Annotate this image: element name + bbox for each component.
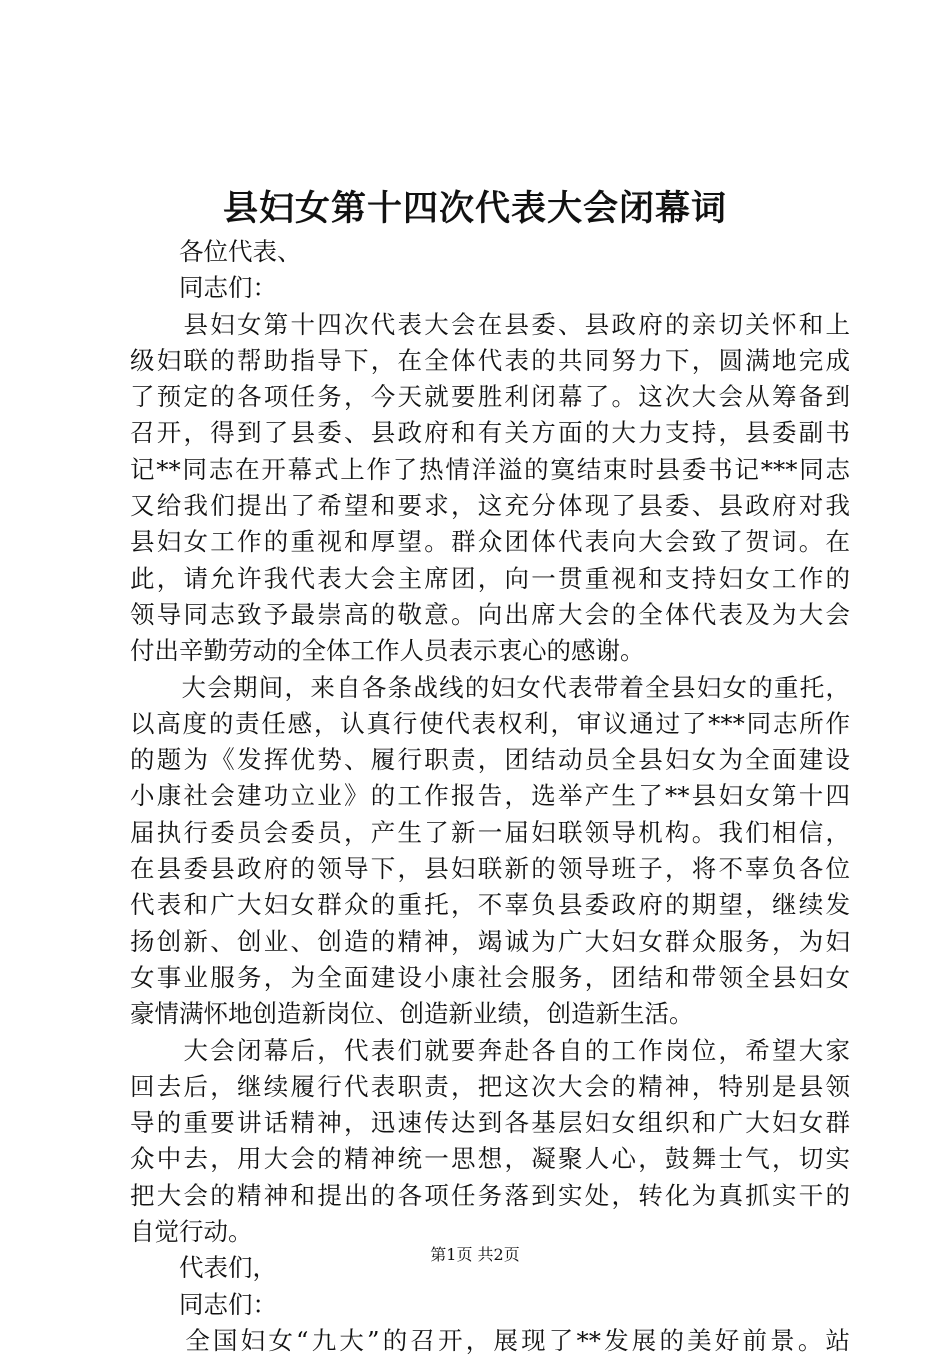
body-line: 了预定的各项任务，今天就要胜利闭幕了。这次大会从筹备到 bbox=[130, 382, 850, 412]
body-line: 自觉行动。 bbox=[130, 1217, 253, 1247]
body-line: 在县委县政府的领导下，县妇联新的领导班子，将不辜负各位 bbox=[130, 854, 850, 884]
body-line: 回去后，继续履行代表职责，把这次大会的精神，特别是县领 bbox=[130, 1071, 850, 1101]
body-line: 大会期间，来自各条战线的妇女代表带着全县妇女的重托， bbox=[130, 672, 850, 702]
body-line: 代表和广大妇女群众的重托，不辜负县委政府的期望，继续发 bbox=[130, 890, 850, 920]
body-line: 记**同志在开幕式上作了热情洋溢的寞结束时县委书记***同志 bbox=[130, 454, 850, 484]
page-footer: 第1页 共2页 bbox=[430, 1245, 520, 1264]
body-line: 领导同志致予最崇高的敬意。向出席大会的全体代表及为大会 bbox=[130, 599, 850, 629]
body-line: 的题为《发挥优势、履行职责，团结动员全县妇女为全面建设 bbox=[130, 745, 850, 775]
body-line: 全国妇女“九大”的召开，展现了**发展的美好前景。站 bbox=[130, 1325, 850, 1355]
body-line: 又给我们提出了希望和要求，这充分体现了县委、县政府对我 bbox=[130, 491, 850, 521]
body-line: 扬创新、创业、创造的精神，竭诚为广大妇女群众服务，为妇 bbox=[130, 926, 850, 956]
body-line: 代表们， bbox=[130, 1253, 277, 1283]
body-line: 众中去，用大会的精神统一思想，凝聚人心，鼓舞士气，切实 bbox=[130, 1144, 850, 1174]
body-line: 女事业服务，为全面建设小康社会服务，团结和带领全县妇女 bbox=[130, 962, 850, 992]
body-line: 各位代表、 bbox=[130, 237, 302, 266]
body-line: 级妇联的帮助指导下，在全体代表的共同努力下，圆满地完成 bbox=[130, 345, 850, 375]
body-line: 豪情满怀地创造新岗位、创造新业绩，创造新生活。 bbox=[130, 999, 694, 1029]
body-line: 把大会的精神和提出的各项任务落到实处，转化为真抓实干的 bbox=[130, 1180, 850, 1210]
body-line: 导的重要讲话精神，迅速传达到各基层妇女组织和广大妇女群 bbox=[130, 1108, 850, 1138]
body-line: 小康社会建功立业》的工作报告，选举产生了**县妇女第十四 bbox=[130, 781, 850, 811]
body-line: 此，请允许我代表大会主席团，向一贯重视和支持妇女工作的 bbox=[130, 563, 850, 593]
document-body bbox=[130, 234, 850, 1359]
document-title: 县妇女第十四次代表大会闭幕词 bbox=[222, 188, 727, 229]
body-line: 大会闭幕后，代表们就要奔赴各自的工作岗位，希望大家 bbox=[130, 1035, 850, 1065]
body-line: 同志们： bbox=[130, 273, 277, 303]
body-line: 届执行委员会委员，产生了新一届妇联领导机构。我们相信， bbox=[130, 817, 850, 847]
body-line: 以高度的责任感，认真行使代表权利，审议通过了***同志所作 bbox=[130, 708, 850, 738]
body-line: 县妇女第十四次代表大会在县委、县政府的亲切关怀和上 bbox=[130, 309, 850, 339]
body-line: 付出辛勤劳动的全体工作人员表示衷心的感谢。 bbox=[130, 636, 645, 666]
body-line: 县妇女工作的重视和厚望。群众团体代表向大会致了贺词。在 bbox=[130, 527, 850, 557]
body-line: 同志们： bbox=[130, 1289, 277, 1319]
body-line: 召开，得到了县委、县政府和有关方面的大力支持，县委副书 bbox=[130, 418, 850, 448]
